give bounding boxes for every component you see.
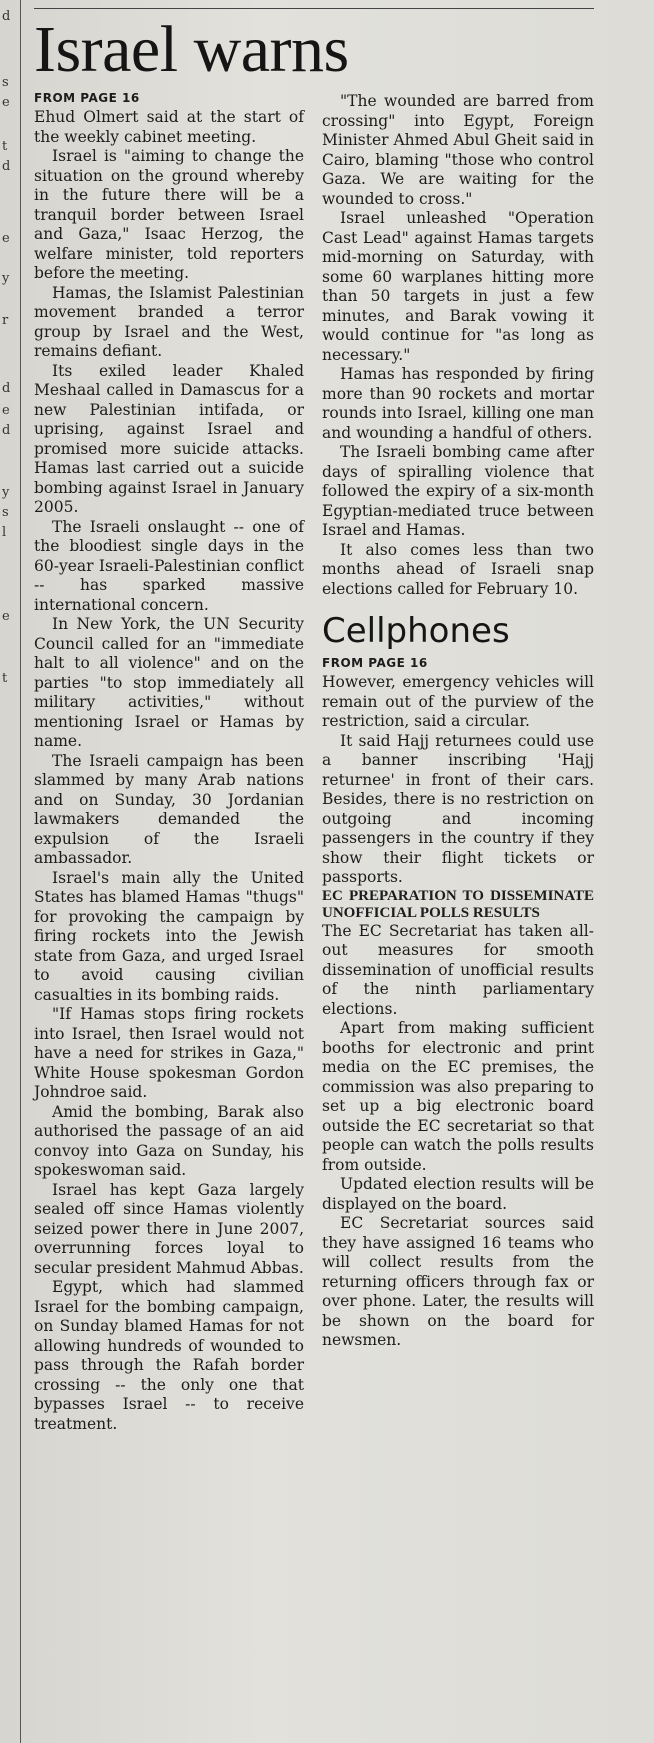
paragraph: Amid the bombing, Barak also authorised the passage of an aid convoy into Gaza on Sunday, his spokeswoman said. — [34, 1102, 304, 1179]
jump-line: FROM PAGE 16 — [34, 91, 140, 105]
gutter-fragment: d — [2, 381, 11, 396]
gutter-fragment: y — [2, 485, 10, 500]
paragraph: Israel is "aiming to change the situation on the ground whereby in the future there will be a tranquil border between Israel and Gaza," Isaac Herzog, the welfare minister, told reporters before the meeting. — [34, 147, 304, 282]
paragraph: It said Hajj returnees could use a banner inscribing 'Hajj returnee' in front of their cars. Besides, there is no restriction on outgoing and incoming passengers in the country if they show their flight tickets or passports. — [322, 731, 594, 886]
gutter-fragment: s — [2, 505, 9, 520]
gutter-fragment: l — [2, 525, 7, 540]
paragraph: Hamas, the Islamist Palestinian movement branded a terror group by Israel and the West, remains defiant. — [34, 283, 304, 360]
gutter-fragment: e — [2, 95, 10, 110]
gutter-fragment: d — [2, 423, 11, 438]
paragraph: However, emergency vehicles will remain out of the purview of the restriction, said a circular. — [322, 673, 594, 730]
paragraph: Updated election results will be displayed on the board. — [322, 1175, 594, 1213]
gutter-fragment: y — [2, 271, 10, 286]
paragraph: Egypt, which had slammed Israel for the bombing campaign, on Sunday blamed Hamas for not allowing hundreds of wounded to pass through the Rafah border crossing -- the only one that bypasses Israel -- to receive treatment. — [34, 1278, 304, 1433]
gutter-fragment: d — [2, 159, 11, 174]
paragraph: Israel unleashed "Operation Cast Lead" against Hamas targets mid-morning on Saturday, with some 60 warplanes hitting more than 50 targets in just a few minutes, and Barak vowing it would continue for "as long as necessary." — [322, 209, 594, 364]
paragraph: Israel has kept Gaza largely sealed off since Hamas violently seized power there in June 2007, overrunning forces loyal to secular president Mahmud Abbas. — [34, 1180, 304, 1277]
article-column-2 — [322, 92, 594, 1351]
gutter-fragment: e — [2, 231, 10, 246]
previous-column-fragments — [0, 0, 16, 1743]
top-rule — [34, 8, 594, 9]
gutter-fragment: d — [2, 9, 11, 24]
paragraph: The EC Secretariat has taken all-out measures for smooth dissemination of unofficial results of the ninth parliamentary elections. — [322, 921, 594, 1018]
gutter-fragment: r — [2, 313, 9, 328]
paragraph: In New York, the UN Security Council called for an "immediate halt to all violence" and on the parties "to stop immediately all military activities," without mentioning Israel or Hamas by name. — [34, 615, 304, 750]
jump-line: FROM PAGE 16 — [322, 656, 428, 670]
paragraph: Ehud Olmert said at the start of the weekly cabinet meeting. — [34, 108, 304, 146]
paragraph: Hamas has responded by firing more than 90 rockets and mortar rounds into Israel, killing one man and wounding a handful of others. — [322, 365, 594, 442]
paragraph: The Israeli onslaught -- one of the bloodiest single days in the 60-year Israeli-Palestinian conflict -- has sparked massive international concern. — [34, 517, 304, 614]
gutter-fragment: e — [2, 403, 10, 418]
subheading: EC PREPARATION TO DISSEMINATE UNOFFICIAL POLLS RESULTS — [322, 887, 594, 921]
paragraph: Its exiled leader Khaled Meshaal called in Damascus for a new Palestinian intifada, or uprising, against Israel and promised more suicide attacks. Hamas last carried out a suicide bombing against Israel in January 2005. — [34, 361, 304, 516]
gutter-fragment: t — [2, 671, 8, 686]
cellphones-headline: Cellphones — [322, 611, 510, 651]
paragraph: Israel's main ally the United States has blamed Hamas "thugs" for provoking the campaign by firing rockets into the Jewish state from Gaza, and urged Israel to avoid causing civilian casualties in its bombing raids. — [34, 868, 304, 1004]
paragraph: It also comes less than two months ahead of Israeli snap elections called for February 10. — [322, 540, 594, 598]
paragraph: "If Hamas stops firing rockets into Israel, then Israel would not have a need for strikes in Gaza," White House spokesman Gordon Johndroe said. — [34, 1005, 304, 1101]
gutter-fragment: e — [2, 609, 10, 624]
paragraph: The Israeli bombing came after days of spiralling violence that followed the expiry of a six-month Egyptian-mediated truce between Israel and Hamas. — [322, 443, 594, 539]
article-column-1 — [34, 90, 304, 1434]
column-divider — [20, 0, 21, 1743]
gutter-fragment: s — [2, 75, 9, 90]
paragraph: Apart from making sufficient booths for electronic and print media on the EC premises, the commission was also preparing to set up a big electronic board outside the EC secretariat so that people can watch the polls results from outside. — [322, 1019, 594, 1174]
paragraph: The Israeli campaign has been slammed by many Arab nations and on Sunday, 30 Jordanian lawmakers demanded the expulsion of the Israeli ambassador. — [34, 751, 304, 867]
paragraph: "The wounded are barred from crossing" into Egypt, Foreign Minister Ahmed Abul Gheit said in Cairo, blaming "those who control Gaza. We are waiting for the wounded to cross." — [322, 92, 594, 208]
main-headline: Israel warns — [34, 13, 349, 86]
paragraph: EC Secretariat sources said they have assigned 16 teams who will collect results from the returning officers through fax or over phone. Later, the results will be shown on the board for newsmen. — [322, 1214, 594, 1349]
gutter-fragment: t — [2, 139, 8, 154]
